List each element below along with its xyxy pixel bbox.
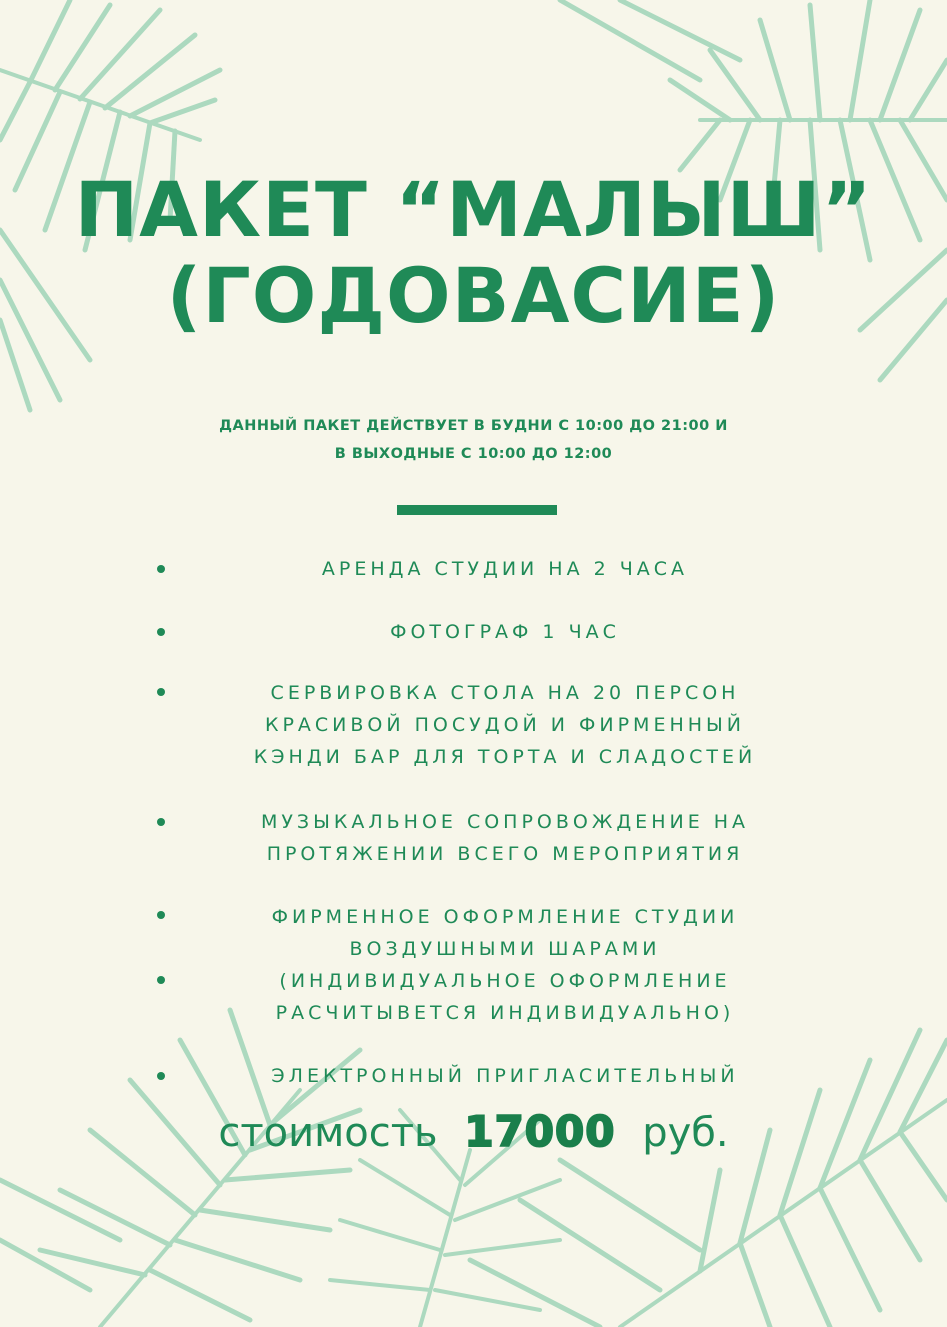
bullet-icon [157, 628, 165, 636]
price-line [0, 1104, 947, 1161]
item-studio-rent: АРЕНДА СТУДИИ НА 2 ЧАСА [321, 558, 689, 580]
item-individual-decor-line-1: (ИНДИВИДУАЛЬНОЕ ОФОРМЛЕНИЕ [279, 970, 731, 992]
bullet-icon [157, 911, 165, 919]
item-individual-decor-line-2: РАСЧИТЫВЕТСЯ ИНДИВИДУАЛЬНО) [275, 1002, 735, 1024]
divider [397, 505, 557, 515]
item-table-serving-line-1: СЕРВИРОВКА СТОЛА НА 20 ПЕРСОН [270, 682, 740, 704]
item-table-serving-line-3: КЭНДИ БАР ДЛЯ ТОРТА И СЛАДОСТЕЙ [253, 746, 757, 768]
item-music-line-2: ПРОТЯЖЕНИИ ВСЕГО МЕРОПРИЯТИЯ [266, 843, 744, 865]
price-currency: руб. [642, 1110, 729, 1156]
price-amount: 17000 [464, 1107, 616, 1156]
item-photographer: ФОТОГРАФ 1 ЧАС [390, 621, 620, 643]
bullet-icon [157, 565, 165, 573]
bullet-icon [157, 976, 165, 984]
item-table-serving-line-2: КРАСИВОЙ ПОСУДОЙ И ФИРМЕННЫЙ [264, 714, 746, 736]
bullet-icon [157, 688, 165, 696]
schedule-line-1: ДАННЫЙ ПАКЕТ ДЕЙСТВУЕТ В БУДНИ С 10:00 ДО 21:00 И [219, 418, 728, 434]
item-music-line-1: МУЗЫКАЛЬНОЕ СОПРОВОЖДЕНИЕ НА [260, 811, 750, 833]
item-decoration-line-1: ФИРМЕННОЕ ОФОРМЛЕНИЕ СТУДИИ [271, 906, 739, 928]
bullet-icon [157, 1072, 165, 1080]
item-decoration-line-2: ВОЗДУШНЫМИ ШАРАМИ [349, 938, 661, 960]
price-label: стоимость [218, 1110, 438, 1156]
package-subtitle: (ГОДОВАСИЕ) [166, 251, 781, 340]
palm-frond-bottom-left [0, 1010, 360, 1327]
schedule-line-2: В ВЫХОДНЫЕ С 10:00 ДО 12:00 [334, 446, 613, 462]
item-e-invitation: ЭЛЕКТРОННЫЙ ПРИГЛАСИТЕЛЬНЫЙ [271, 1065, 739, 1087]
package-title: ПАКЕТ “МАЛЫШ” [74, 165, 873, 254]
bullet-icon [157, 818, 165, 826]
